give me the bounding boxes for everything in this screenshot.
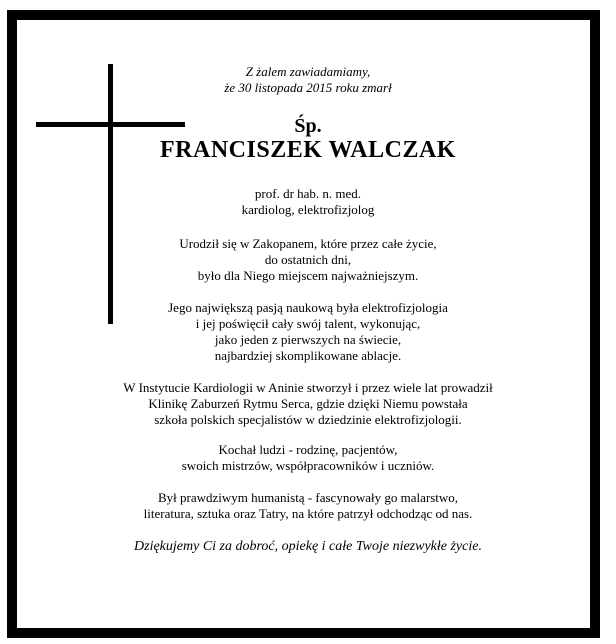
paragraph-line: literatura, sztuka oraz Tatry, na które patrzył odchodząc od nas. xyxy=(143,506,473,521)
intro-text xyxy=(0,64,616,96)
intro-line: Z żalem zawiadamiamy, xyxy=(245,64,371,79)
paragraph-line: Kochał ludzi - rodzinę, pacjentów, xyxy=(218,442,398,457)
deceased-name: FRANCISZEK WALCZAK xyxy=(160,137,456,163)
paragraph-line: i jej poświęcił cały swój talent, wykonując, xyxy=(195,316,421,331)
paragraph-line: Urodził się w Zakopanem, które przez całe życie, xyxy=(179,236,437,251)
paragraph-humanist xyxy=(0,490,616,522)
paragraph-birthplace xyxy=(0,236,616,284)
paragraph-people xyxy=(0,442,616,474)
paragraph-line: najbardziej skomplikowane ablacje. xyxy=(214,348,402,363)
paragraph-line: Jego największą pasją naukową była elektrofizjologia xyxy=(168,300,448,315)
title-block xyxy=(0,186,616,218)
paragraph-line: Był prawdziwym humanistą - fascynowały go malarstwo, xyxy=(157,490,458,505)
paragraph-institute xyxy=(0,380,616,428)
closing-line: Dziękujemy Ci za dobroć, opiekę i całe Twoje niezwykłe życie. xyxy=(134,539,482,554)
paragraph-line: swoich mistrzów, współpracowników i uczniów. xyxy=(181,458,435,473)
paragraph-line: jako jeden z pierwszych na świecie, xyxy=(214,332,402,347)
paragraph-line: W Instytucie Kardiologii w Aninie stworzył i przez wiele lat prowadził xyxy=(123,380,493,395)
title-line: prof. dr hab. n. med. xyxy=(254,186,362,201)
title-line: kardiolog, elektrofizjolog xyxy=(241,202,375,217)
sp-prefix: Śp. xyxy=(294,115,322,137)
paragraph-line: Klinikę Zaburzeń Rytmu Serca, gdzie dzięki Niemu powstała xyxy=(148,396,468,411)
paragraph-line: do ostatnich dni, xyxy=(264,252,352,267)
paragraph-passion xyxy=(0,300,616,364)
paragraph-line: szkoła polskich specjalistów w dziedzinie elektrofizjologii. xyxy=(154,412,462,427)
intro-line: że 30 listopada 2015 roku zmarł xyxy=(224,80,392,95)
paragraph-line: było dla Niego miejscem najważniejszym. xyxy=(197,268,419,283)
